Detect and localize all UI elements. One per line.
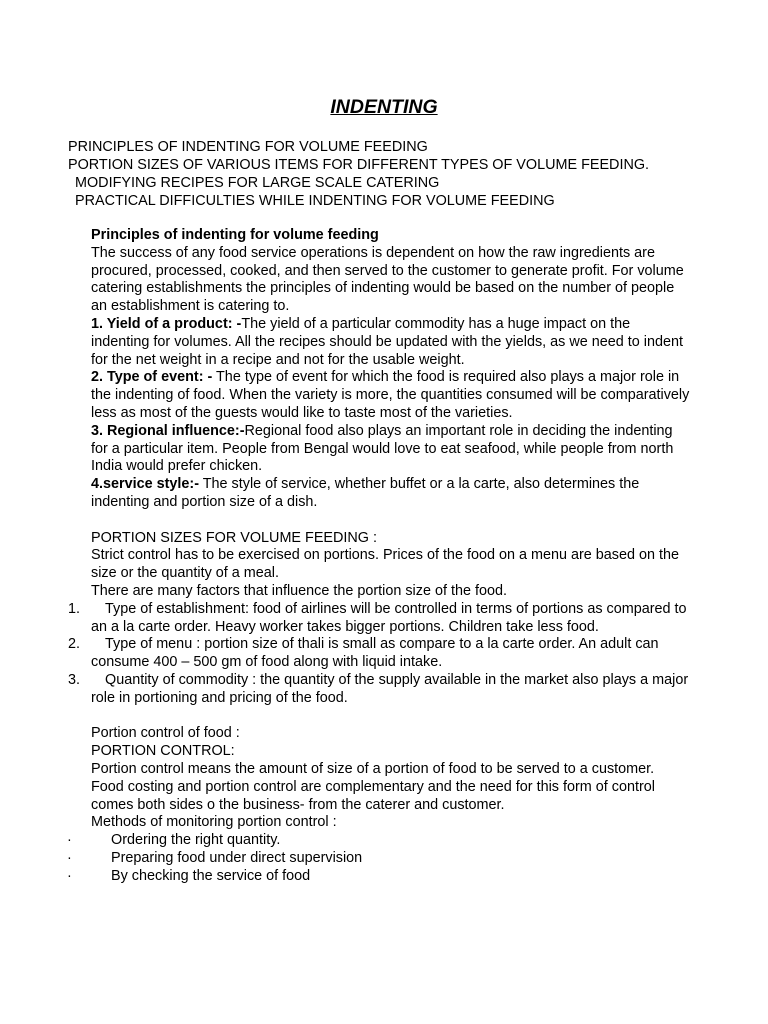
page-title: INDENTING xyxy=(330,96,438,118)
method-text: Ordering the right quantity. xyxy=(111,832,281,849)
paragraph-gap xyxy=(91,708,691,726)
topic-line: PRACTICAL DIFFICULTIES WHILE INDENTING FOR VOLUME FEEDING xyxy=(75,193,555,209)
factor-number: 3. xyxy=(68,671,81,688)
section-heading-portion-control-food: Portion control of food : xyxy=(91,725,240,742)
method-item xyxy=(67,867,691,886)
portion-control-para: Food costing and portion control are complementary and the need for this form of control comes both sides o the business- from the caterer and customer. xyxy=(91,778,655,813)
methods-heading: Methods of monitoring portion control : xyxy=(91,814,337,831)
factor-number: 1. xyxy=(68,600,81,617)
method-text: By checking the service of food xyxy=(111,867,311,884)
topic-line: MODIFYING RECIPES FOR LARGE SCALE CATERING xyxy=(75,175,440,191)
topic-line: PRINCIPLES OF INDENTING FOR VOLUME FEEDING xyxy=(68,139,428,155)
factor-text: Quantity of commodity : the quantity of the supply available in the market also plays a major role in portioning and pricing of the food. xyxy=(91,671,689,706)
method-text: Preparing food under direct supervision xyxy=(111,849,363,866)
bullet-icon: · xyxy=(67,867,72,884)
portion-control-para: Portion control means the amount of size of a portion of food to be served to a customer. xyxy=(91,760,655,777)
section-heading-portion-control: PORTION CONTROL: xyxy=(91,743,235,760)
portion-sizes-para: There are many factors that influence the portion size of the food. xyxy=(91,582,507,599)
principle-lead: 3. Regional influence:- xyxy=(91,422,245,439)
factor-item xyxy=(68,636,691,672)
factor-item xyxy=(68,600,691,637)
factor-number: 2. xyxy=(68,636,81,653)
principle-point xyxy=(91,476,691,512)
principle-lead: 4.service style:- xyxy=(91,476,200,493)
method-item xyxy=(67,849,691,868)
factor-text: Type of establishment: food of airlines will be controlled in terms of portions as compared to an a la carte order. Heavy worker takes bigger portions. Children take less food. xyxy=(91,600,687,635)
method-item xyxy=(67,832,691,850)
factor-text: Type of menu : portion size of thali is small as compare to a la carte order. An adult can consume 400 – 500 gm of food along with liquid intake. xyxy=(91,636,659,671)
principle-lead: 1. Yield of a product: - xyxy=(91,315,242,332)
principle-text: The type of event for which the food is required also plays a major role in the indenting of food. When the variety is more, the quantities consumed will be comparatively less as most of the guests would like to taste most of the varieties. xyxy=(91,369,690,421)
factor-item xyxy=(68,671,691,708)
document-body xyxy=(67,227,691,885)
bullet-icon: · xyxy=(67,849,72,866)
principle-point xyxy=(91,423,691,476)
principle-text: Regional food also plays an important role in deciding the indenting for a particular item. People from Bengal would love to eat seafood, while people from north India would prefer chicken. xyxy=(91,422,674,475)
principle-lead: 2. Type of event: - xyxy=(91,369,213,386)
section-heading-portion-sizes: PORTION SIZES FOR VOLUME FEEDING : xyxy=(91,529,377,546)
portion-sizes-para: Strict control has to be exercised on portions. Prices of the food on a menu are based on the size or the quantity of a meal. xyxy=(91,547,679,582)
principle-text: The style of service, whether buffet or a la carte, also determines the indenting and portion size of a dish. xyxy=(91,476,640,510)
paragraph-gap xyxy=(91,512,691,530)
principles-intro: The success of any food service operations is dependent on how the raw ingredients are procured, processed, cooked, and then served to the customer to generate profit. For volume catering establishments the principles of indenting would be based on the number of people an establishment is catering to. xyxy=(91,244,684,315)
topic-line: PORTION SIZES OF VARIOUS ITEMS FOR DIFFERENT TYPES OF VOLUME FEEDING. xyxy=(68,157,650,173)
topics-list xyxy=(68,138,649,210)
bullet-icon: · xyxy=(67,832,72,849)
principle-point xyxy=(91,369,691,422)
principle-text: The yield of a particular commodity has a huge impact on the indenting for volumes. All the recipes should be updated with the yields, as we need to indent for the net weight in a recipe and not for the usable weight. xyxy=(91,315,683,368)
section-heading-principles: Principles of indenting for volume feeding xyxy=(91,227,379,243)
principle-point xyxy=(91,316,691,369)
